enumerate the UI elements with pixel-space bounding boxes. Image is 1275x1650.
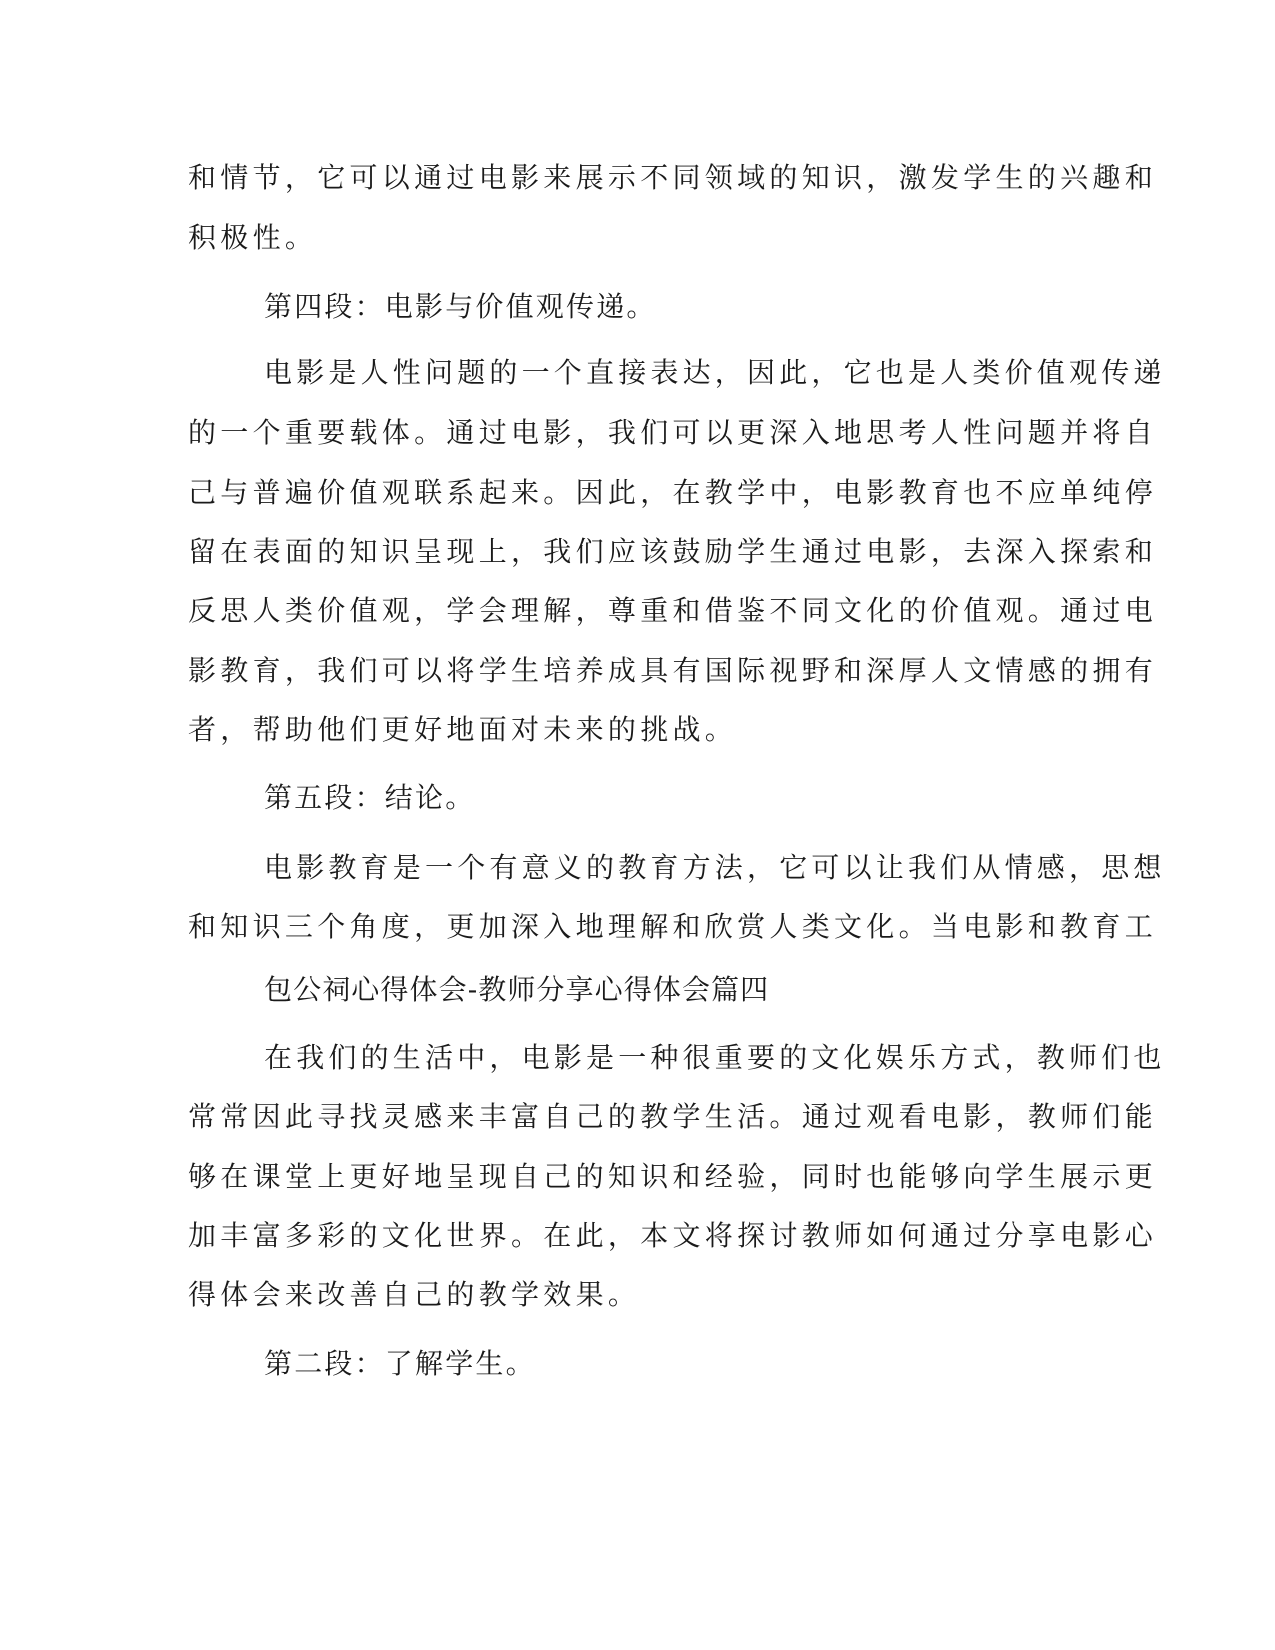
paragraph-line: 加丰富多彩的文化世界。在此，本文将探讨教师如何通过分享电影心 <box>188 1219 1158 1252</box>
paragraph-line: 常常因此寻找灵感来丰富自己的教学生活。通过观看电影，教师们能 <box>188 1100 1158 1133</box>
paragraph-line: 者，帮助他们更好地面对未来的挑战。 <box>188 713 738 746</box>
paragraph-line: 积极性。 <box>188 221 318 254</box>
paragraph-line: 的一个重要载体。通过电影，我们可以更深入地思考人性问题并将自 <box>188 416 1158 449</box>
paragraph-line: 电影教育是一个有意义的教育方法，它可以让我们从情感，思想 <box>264 851 1166 884</box>
section-heading: 第二段：了解学生。 <box>264 1347 536 1380</box>
paragraph-line: 在我们的生活中，电影是一种很重要的文化娱乐方式，教师们也 <box>264 1041 1166 1074</box>
paragraph-line: 和情节，它可以通过电影来展示不同领域的知识，激发学生的兴趣和 <box>188 161 1158 194</box>
paragraph-line: 影教育，我们可以将学生培养成具有国际视野和深厚人文情感的拥有 <box>188 654 1158 687</box>
section-heading: 第五段：结论。 <box>264 781 476 814</box>
paragraph-line: 留在表面的知识呈现上，我们应该鼓励学生通过电影，去深入探索和 <box>188 535 1158 568</box>
paragraph-line: 够在课堂上更好地呈现自己的知识和经验，同时也能够向学生展示更 <box>188 1160 1158 1193</box>
section-heading: 第四段：电影与价值观传递。 <box>264 290 657 323</box>
paragraph-line: 反思人类价值观，学会理解，尊重和借鉴不同文化的价值观。通过电 <box>188 594 1158 627</box>
paragraph-line: 和知识三个角度，更加深入地理解和欣赏人类文化。当电影和教育工 <box>188 910 1158 943</box>
paragraph-line: 己与普遍价值观联系起来。因此，在教学中，电影教育也不应单纯停 <box>188 476 1158 509</box>
paragraph-line: 得体会来改善自己的教学效果。 <box>188 1278 641 1311</box>
article-title: 包公祠心得体会-教师分享心得体会篇四 <box>264 973 770 1006</box>
paragraph-line: 电影是人性问题的一个直接表达，因此，它也是人类价值观传递 <box>264 356 1166 389</box>
